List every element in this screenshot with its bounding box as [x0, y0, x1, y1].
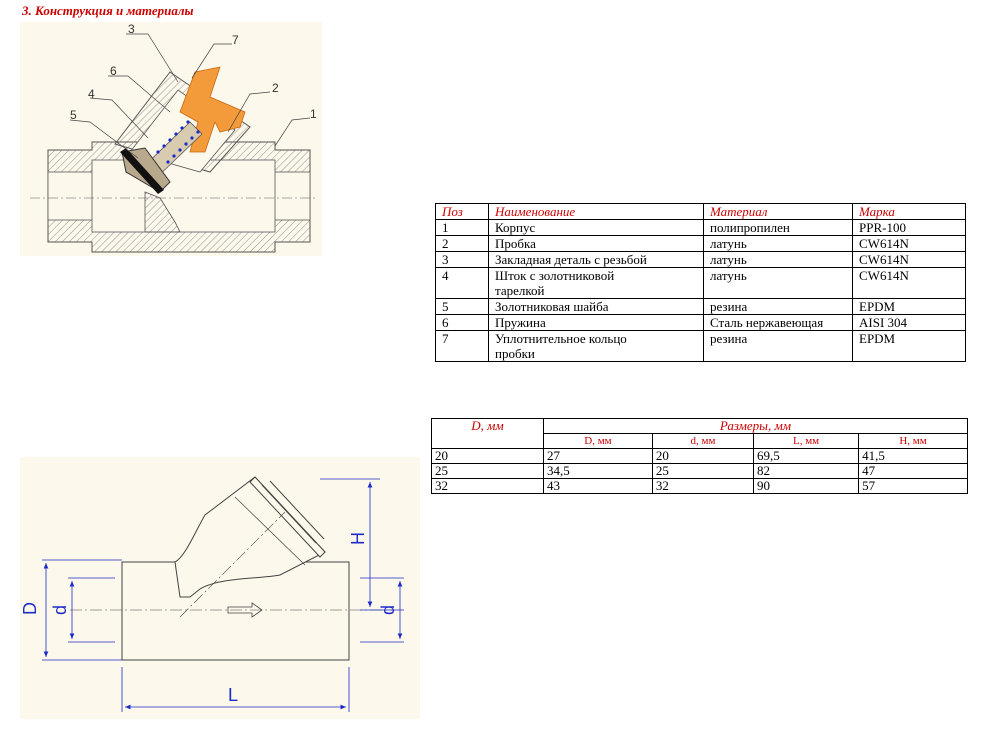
cell-pos: 6 — [436, 315, 489, 331]
header-name: Наименование — [489, 204, 704, 220]
cell-dn: 20 — [432, 449, 544, 464]
header-pos: Поз — [436, 204, 489, 220]
table-row — [432, 464, 968, 479]
callout-4: 4 — [88, 87, 95, 101]
cell-grade: PPR-100 — [853, 220, 966, 236]
cell-grade: EPDM — [853, 331, 966, 362]
subheader-d: d, мм — [652, 434, 753, 449]
cell-name: Пружина — [489, 315, 704, 331]
cell-D: 27 — [544, 449, 653, 464]
cell-name-line2: пробки — [495, 346, 535, 361]
cell-pos: 3 — [436, 252, 489, 268]
callout-2: 2 — [272, 81, 279, 95]
table-row — [432, 479, 968, 494]
table-row — [432, 449, 968, 464]
callout-7: 7 — [232, 33, 239, 47]
cell-dn: 32 — [432, 479, 544, 494]
cell-name: Пробка — [489, 236, 704, 252]
cell-name-line2: тарелкой — [495, 283, 545, 298]
cell-L: 69,5 — [754, 449, 859, 464]
dimensions-table — [431, 418, 968, 494]
cell-name: Закладная деталь с резьбой — [489, 252, 704, 268]
header-grade: Марка — [853, 204, 966, 220]
callout-6: 6 — [110, 64, 117, 78]
subheader-L: L, мм — [754, 434, 859, 449]
table-row — [436, 299, 966, 315]
cell-material: латунь — [704, 252, 853, 268]
cell-grade: CW614N — [853, 268, 966, 299]
section-heading: 3. Конструкция и материалы — [22, 3, 194, 18]
cell-name — [489, 268, 704, 299]
callout-5: 5 — [70, 108, 77, 122]
dim-label-L: L — [228, 685, 239, 705]
dim-label-D: D — [20, 602, 40, 615]
header-group: Размеры, мм — [544, 419, 968, 434]
cell-grade: AISI 304 — [853, 315, 966, 331]
cell-grade: EPDM — [853, 299, 966, 315]
cell-L: 90 — [754, 479, 859, 494]
table-row — [436, 236, 966, 252]
cell-D: 34,5 — [544, 464, 653, 479]
cell-pos: 2 — [436, 236, 489, 252]
header-material: Материал — [704, 204, 853, 220]
section-drawing — [20, 22, 322, 256]
subheader-D: D, мм — [544, 434, 653, 449]
cell-d: 25 — [652, 464, 753, 479]
callout-3: 3 — [128, 22, 135, 36]
cell-pos: 7 — [436, 331, 489, 362]
dim-label-d-left: d — [50, 604, 70, 615]
callout-1: 1 — [310, 107, 317, 121]
cell-pos: 1 — [436, 220, 489, 236]
table-row — [436, 331, 966, 362]
dimension-drawing — [20, 457, 420, 719]
dim-label-H: H — [348, 532, 368, 545]
subheader-H: H, мм — [859, 434, 968, 449]
cell-H: 57 — [859, 479, 968, 494]
cell-dn: 25 — [432, 464, 544, 479]
cell-H: 41,5 — [859, 449, 968, 464]
dim-label-d-right: d — [378, 604, 398, 615]
cell-name: Корпус — [489, 220, 704, 236]
cell-H: 47 — [859, 464, 968, 479]
cell-material: латунь — [704, 268, 853, 299]
cell-material: латунь — [704, 236, 853, 252]
header-dn: D, мм — [432, 419, 544, 449]
cell-grade: CW614N — [853, 236, 966, 252]
cell-pos: 4 — [436, 268, 489, 299]
cell-material: резина — [704, 331, 853, 362]
cell-L: 82 — [754, 464, 859, 479]
table-row — [436, 220, 966, 236]
dims-header-row — [432, 419, 968, 434]
cell-grade: CW614N — [853, 252, 966, 268]
parts-header-row — [436, 204, 966, 220]
cell-material: Сталь нержавеющая — [704, 315, 853, 331]
table-row — [436, 252, 966, 268]
cell-name: Золотниковая шайба — [489, 299, 704, 315]
cell-d: 32 — [652, 479, 753, 494]
cell-name — [489, 331, 704, 362]
parts-table — [435, 203, 966, 362]
cell-name-line1: Уплотнительное кольцо — [495, 331, 627, 346]
table-row — [436, 315, 966, 331]
cell-D: 43 — [544, 479, 653, 494]
table-row — [436, 268, 966, 299]
cell-pos: 5 — [436, 299, 489, 315]
cell-material: полипропилен — [704, 220, 853, 236]
cell-name-line1: Шток с золотниковой — [495, 268, 615, 283]
cell-d: 20 — [652, 449, 753, 464]
cell-material: резина — [704, 299, 853, 315]
